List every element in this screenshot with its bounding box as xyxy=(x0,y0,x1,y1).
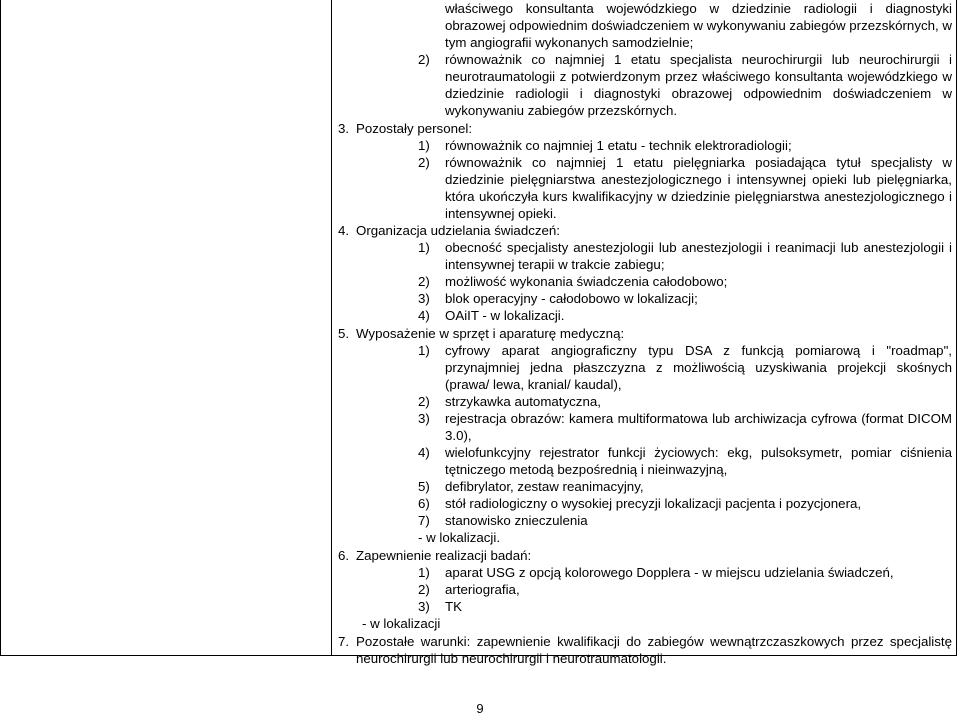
column-divider xyxy=(331,0,332,656)
section-5-item-1 xyxy=(338,342,952,393)
section-7 xyxy=(338,633,952,667)
item-text: obecność specjalisty anestezjologii lub anestezjologii i reanimacji lub anestezjologii i intensywnej terapii w trakcie zabiegu; xyxy=(445,240,952,272)
item-number: 6) xyxy=(418,496,430,511)
item-text: OAiIT - w lokalizacji. xyxy=(445,308,565,323)
item-text: blok operacyjny - całodobowo w lokalizacji; xyxy=(445,291,698,306)
item-number: 1) xyxy=(418,565,430,580)
item-number: 2) xyxy=(418,274,430,289)
section-4-item-2 xyxy=(338,273,952,290)
section-5-location-note: - w lokalizacji. xyxy=(418,530,501,545)
intro-item-2 xyxy=(338,51,952,119)
item-number: 5) xyxy=(418,479,430,494)
section-number: 5. xyxy=(338,326,350,341)
section-number: 4. xyxy=(338,223,350,238)
item-number: 2) xyxy=(418,582,430,597)
item-text: stół radiologiczny o wysokiej precyzji lokalizacji pacjenta i pozycjonera, xyxy=(445,496,862,511)
intro-continuation: właściwego konsultanta wojewódzkiego w dziedzinie radiologii i diagnostyki obrazowej odpowiednim doświadczeniem w wykonywaniu zabiegów przezskórnych, w tym angiografii wykonanych samodzielnie; xyxy=(445,1,953,50)
item-text: cyfrowy aparat angiograficzny typu DSA z funkcją pomiarową i "roadmap", przynajmniej jedna płaszczyzna z możliwością uzyskiwania projekcji skośnych (prawa/ lewa, kranial/ kaudal), xyxy=(445,343,952,392)
section-title: Wyposażenie w sprzęt i aparaturę medyczną: xyxy=(356,326,625,341)
item-number: 4) xyxy=(418,308,430,323)
item-number: 2) xyxy=(418,52,430,67)
section-5-item-3 xyxy=(338,410,952,444)
item-number: 1) xyxy=(418,343,430,358)
section-4 xyxy=(338,222,952,239)
section-3 xyxy=(338,120,952,137)
section-6 xyxy=(338,547,952,564)
section-number: 6. xyxy=(338,548,350,563)
item-text: równoważnik co najmniej 1 etatu specjalista neurochirurgii lub neurochirurgii i neurotraumatologii z potwierdzonym przez właściwego konsultanta wojewódzkiego w dziedzinie radiologii i diagnostyki obrazowej odpowiednim doświadczeniem w wykonywaniu zabiegów przezskórnych. xyxy=(445,52,952,118)
item-text: stanowisko znieczulenia xyxy=(445,513,588,528)
requirements-cell xyxy=(338,0,952,667)
section-6-item-2 xyxy=(338,581,952,598)
item-number: 3) xyxy=(418,411,430,426)
section-5 xyxy=(338,325,952,342)
page-number: 9 xyxy=(476,701,484,716)
item-number: 2) xyxy=(418,394,430,409)
item-number: 2) xyxy=(418,155,430,170)
item-text: możliwość wykonania świadczenia całodobowo; xyxy=(445,274,728,289)
section-5-item-2 xyxy=(338,393,952,410)
item-text: równoważnik co najmniej 1 etatu pielęgniarka posiadająca tytuł specjalisty w dziedzinie pielęgniarstwa anestezjologicznego i intensywnej opieki lub pielęgniarka, która ukończyła kurs kwalifikacyjny w dziedzinie pielęgniarstwa anestezjologicznego i intensywnej opieki. xyxy=(445,155,952,221)
item-text: arteriografia, xyxy=(445,582,520,597)
item-number: 3) xyxy=(418,291,430,306)
section-4-item-1 xyxy=(338,239,952,273)
item-text: równoważnik co najmniej 1 etatu - technik elektroradiologii; xyxy=(445,138,792,153)
item-text: aparat USG z opcją kolorowego Dopplera - w miejscu udzielania świadczeń, xyxy=(445,565,894,580)
section-3-item-2 xyxy=(338,154,952,222)
section-4-item-3 xyxy=(338,290,952,307)
section-6-location-note: - w lokalizacji xyxy=(362,616,441,631)
item-number: 7) xyxy=(418,513,430,528)
item-text: defibrylator, zestaw reanimacyjny, xyxy=(445,479,644,494)
section-title: Pozostały personel: xyxy=(356,121,473,136)
section-number: 7. xyxy=(338,634,350,649)
section-5-item-4 xyxy=(338,444,952,478)
section-6-item-3 xyxy=(338,598,952,615)
section-4-item-4 xyxy=(338,307,952,324)
item-number: 4) xyxy=(418,445,430,460)
section-number: 3. xyxy=(338,121,350,136)
section-title: Zapewnienie realizacji badań: xyxy=(356,548,532,563)
section-text: Pozostałe warunki: zapewnienie kwalifikacji do zabiegów wewnątrzczaszkowych przez specjalistę neurochirurgii lub neurochirurgii i neurotraumatologii. xyxy=(356,634,952,666)
section-6-item-1 xyxy=(338,564,952,581)
section-5-item-6 xyxy=(338,495,952,512)
item-number: 3) xyxy=(418,599,430,614)
item-text: strzykawka automatyczna, xyxy=(445,394,601,409)
section-5-item-7 xyxy=(338,512,952,529)
item-text: TK xyxy=(445,599,462,614)
section-3-item-1 xyxy=(338,137,952,154)
item-number: 1) xyxy=(418,240,430,255)
section-5-item-5 xyxy=(338,478,952,495)
item-text: rejestracja obrazów: kamera multiformatowa lub archiwizacja cyfrowa (format DICOM 3.0), xyxy=(445,411,952,443)
item-text: wielofunkcyjny rejestrator funkcji życiowych: ekg, pulsoksymetr, pomiar ciśnienia tętniczego metodą bezpośrednią i nieinwazyjną, xyxy=(445,445,952,477)
section-title: Organizacja udzielania świadczeń: xyxy=(356,223,560,238)
item-number: 1) xyxy=(418,138,430,153)
